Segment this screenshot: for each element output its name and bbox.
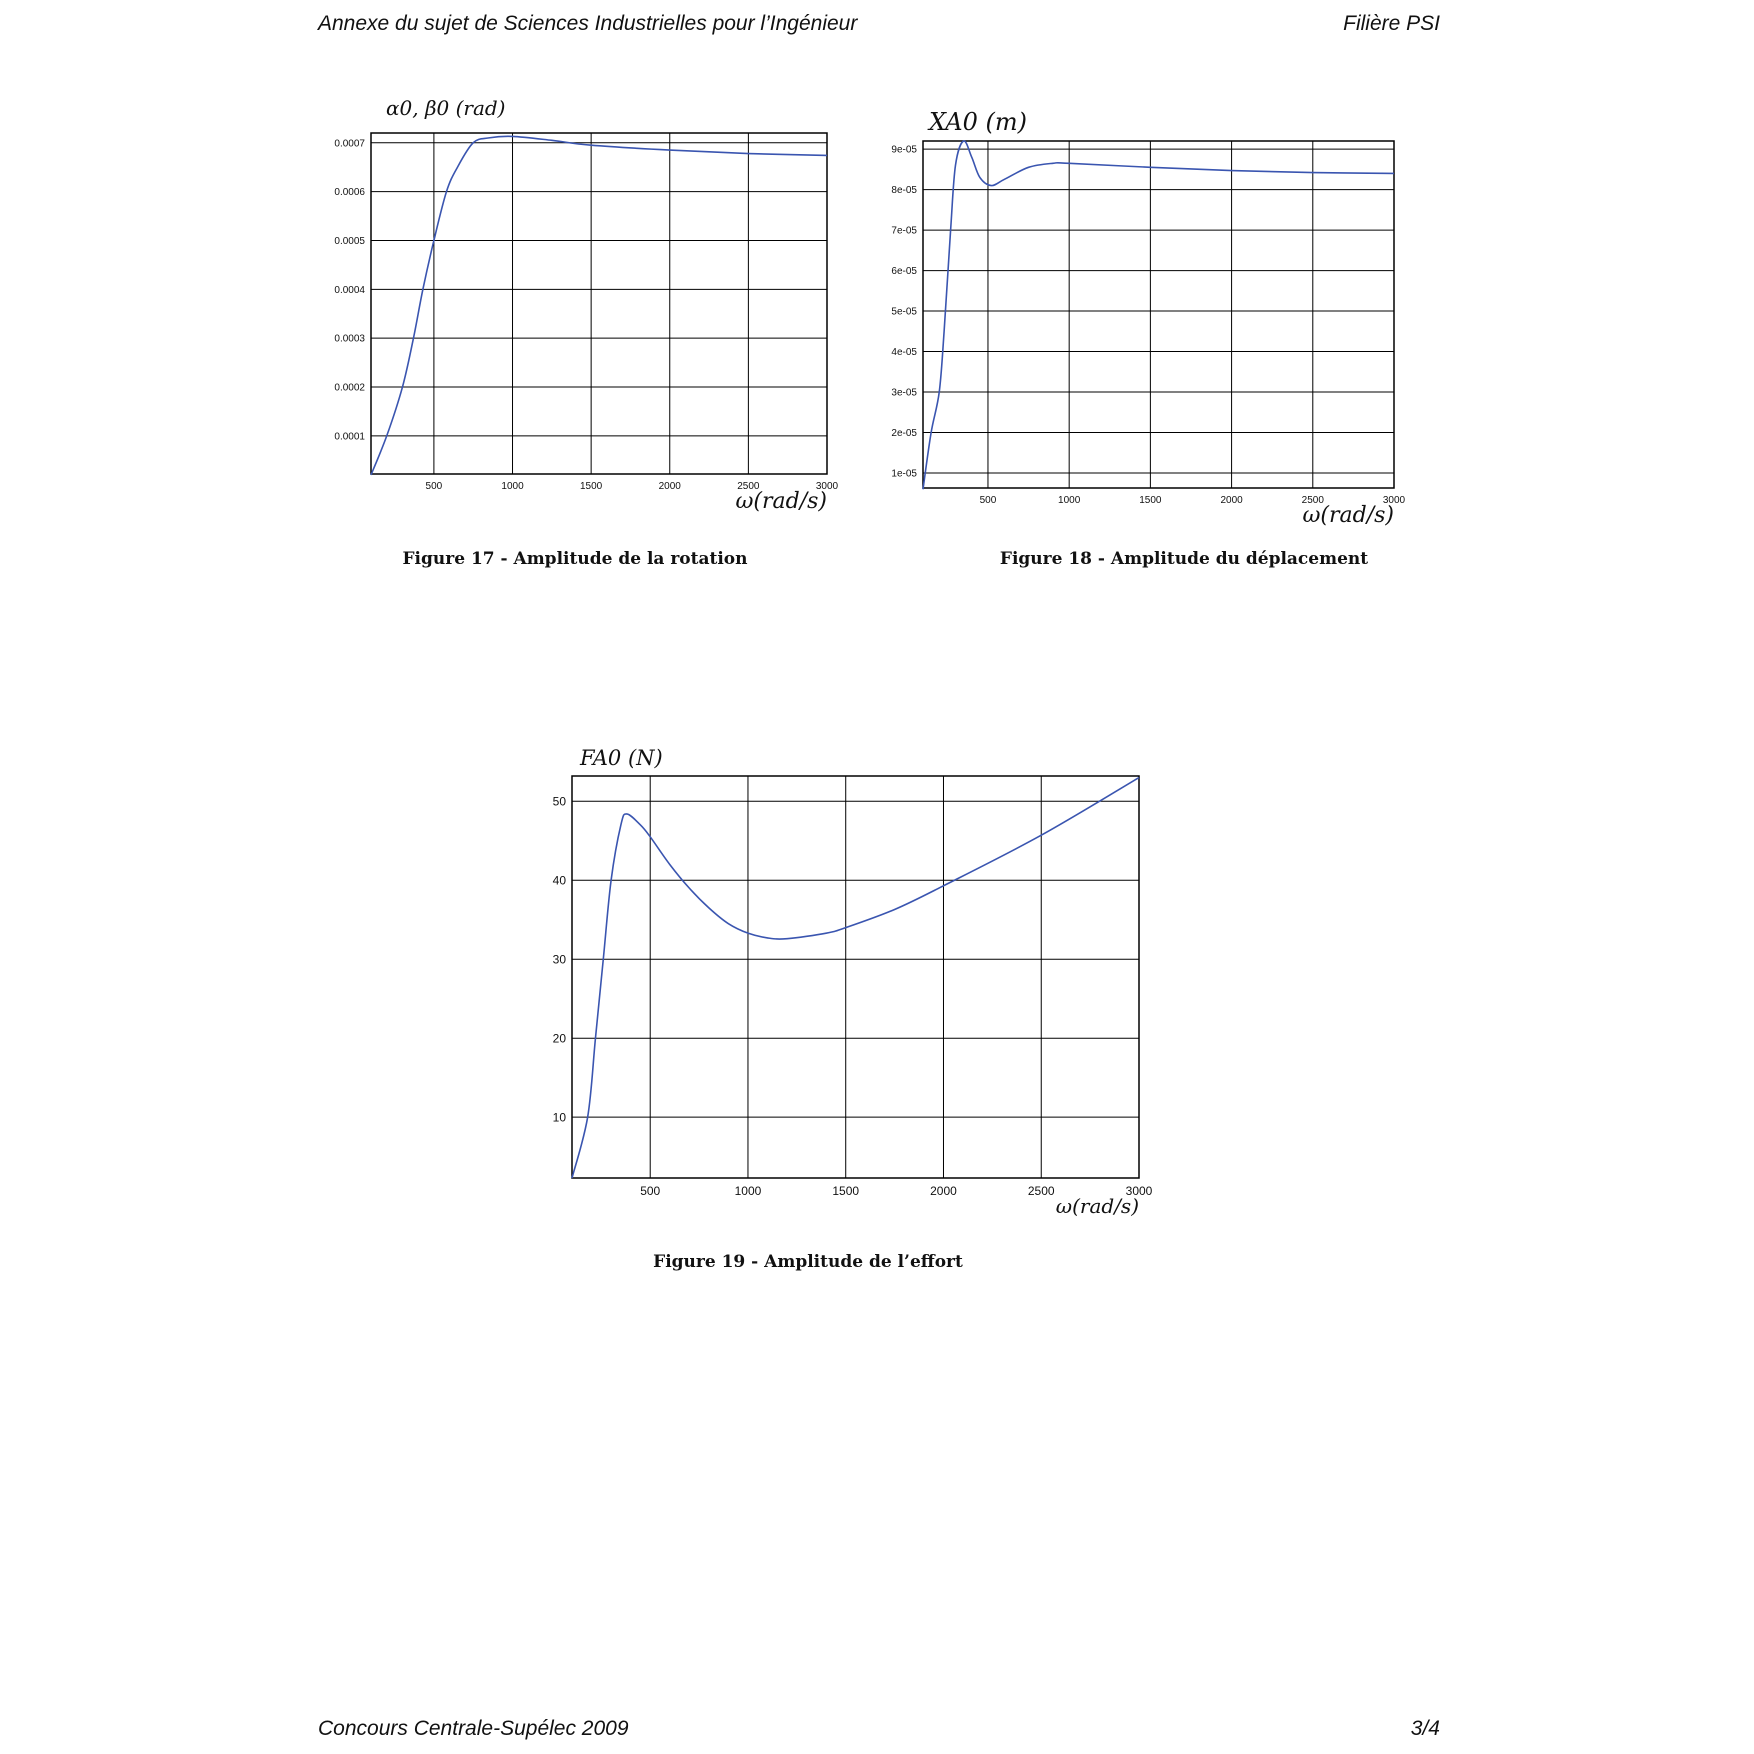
x-tick-label: 500 xyxy=(640,1184,661,1198)
x-tick-label: 1000 xyxy=(734,1184,762,1198)
x-tick-label: 3000 xyxy=(815,481,839,492)
x-tick-label: 2500 xyxy=(737,481,760,492)
x-axis-label: ω(rad/s) xyxy=(735,489,827,514)
figure-17-y-axis-label: α0, β0 (rad) xyxy=(386,96,506,120)
y-tick-label: 10 xyxy=(552,1110,566,1125)
x-tick-label: 2500 xyxy=(1301,495,1324,506)
x-tick-label: 1500 xyxy=(580,481,603,492)
figure-19-y-axis-label: FA0 (N) xyxy=(580,746,663,770)
y-tick-label: 9e-05 xyxy=(891,144,917,156)
x-tick-label: 1500 xyxy=(1139,495,1162,506)
x-tick-label: 2000 xyxy=(1220,495,1243,506)
figure-19-caption: Figure 19 - Amplitude de l’effort xyxy=(653,1252,963,1272)
x-tick-label: 500 xyxy=(425,481,443,492)
y-tick-label: 6e-05 xyxy=(891,266,917,278)
x-tick-label: 1500 xyxy=(832,1184,860,1198)
y-tick-label: 3e-05 xyxy=(891,387,917,399)
y-tick-label: 20 xyxy=(552,1031,566,1046)
x-tick-label: 2000 xyxy=(658,481,681,492)
y-tick-label: 7e-05 xyxy=(891,225,917,237)
x-tick-label: 2000 xyxy=(930,1184,957,1198)
x-tick-label: 1000 xyxy=(1058,495,1081,506)
y-tick-label: 50 xyxy=(552,794,566,809)
y-tick-label: 0.0004 xyxy=(334,284,365,296)
x-axis-label: ω(rad/s) xyxy=(1302,503,1394,528)
y-tick-label: 4e-05 xyxy=(891,347,917,359)
y-tick-label: 1e-05 xyxy=(891,468,917,480)
y-tick-label: 0.0005 xyxy=(334,235,365,247)
header-right: Filière PSI xyxy=(1343,12,1440,35)
y-tick-label: 5e-05 xyxy=(891,306,917,318)
footer-right: 3/4 xyxy=(1410,1717,1440,1740)
x-tick-label: 500 xyxy=(979,495,997,506)
plot-frame xyxy=(572,776,1139,1178)
x-tick-label: 3000 xyxy=(1125,1184,1153,1198)
y-tick-label: 30 xyxy=(552,952,566,967)
figure-18-caption: Figure 18 - Amplitude du déplacement xyxy=(999,549,1369,569)
figure-17-caption: Figure 17 - Amplitude de la rotation xyxy=(402,549,748,569)
chart-17 xyxy=(334,133,838,514)
data-curve xyxy=(572,778,1139,1178)
footer-left: Concours Centrale-Supélec 2009 xyxy=(318,1717,629,1740)
data-curve xyxy=(371,136,827,475)
plot-frame xyxy=(923,141,1394,488)
y-tick-label: 0.0007 xyxy=(334,138,365,150)
data-curve xyxy=(923,141,1394,489)
y-tick-label: 0.0001 xyxy=(334,431,365,443)
y-tick-label: 0.0006 xyxy=(334,187,365,199)
chart-18 xyxy=(891,141,1405,528)
x-axis-label: ω(rad/s) xyxy=(1055,1194,1139,1218)
y-tick-label: 2e-05 xyxy=(891,428,917,440)
y-tick-label: 0.0002 xyxy=(334,382,365,394)
y-tick-label: 0.0003 xyxy=(334,333,365,345)
figure-18-y-axis-label: XA0 (m) xyxy=(929,108,1027,136)
header-left: Annexe du sujet de Sciences Industrielles pour l’Ingénieur xyxy=(318,12,858,35)
y-tick-label: 40 xyxy=(552,873,566,888)
x-tick-label: 3000 xyxy=(1382,495,1406,506)
plot-frame xyxy=(371,133,827,474)
chart-19 xyxy=(553,776,1153,1218)
x-tick-label: 1000 xyxy=(501,481,524,492)
y-tick-label: 8e-05 xyxy=(891,185,917,197)
x-tick-label: 2500 xyxy=(1027,1184,1055,1198)
